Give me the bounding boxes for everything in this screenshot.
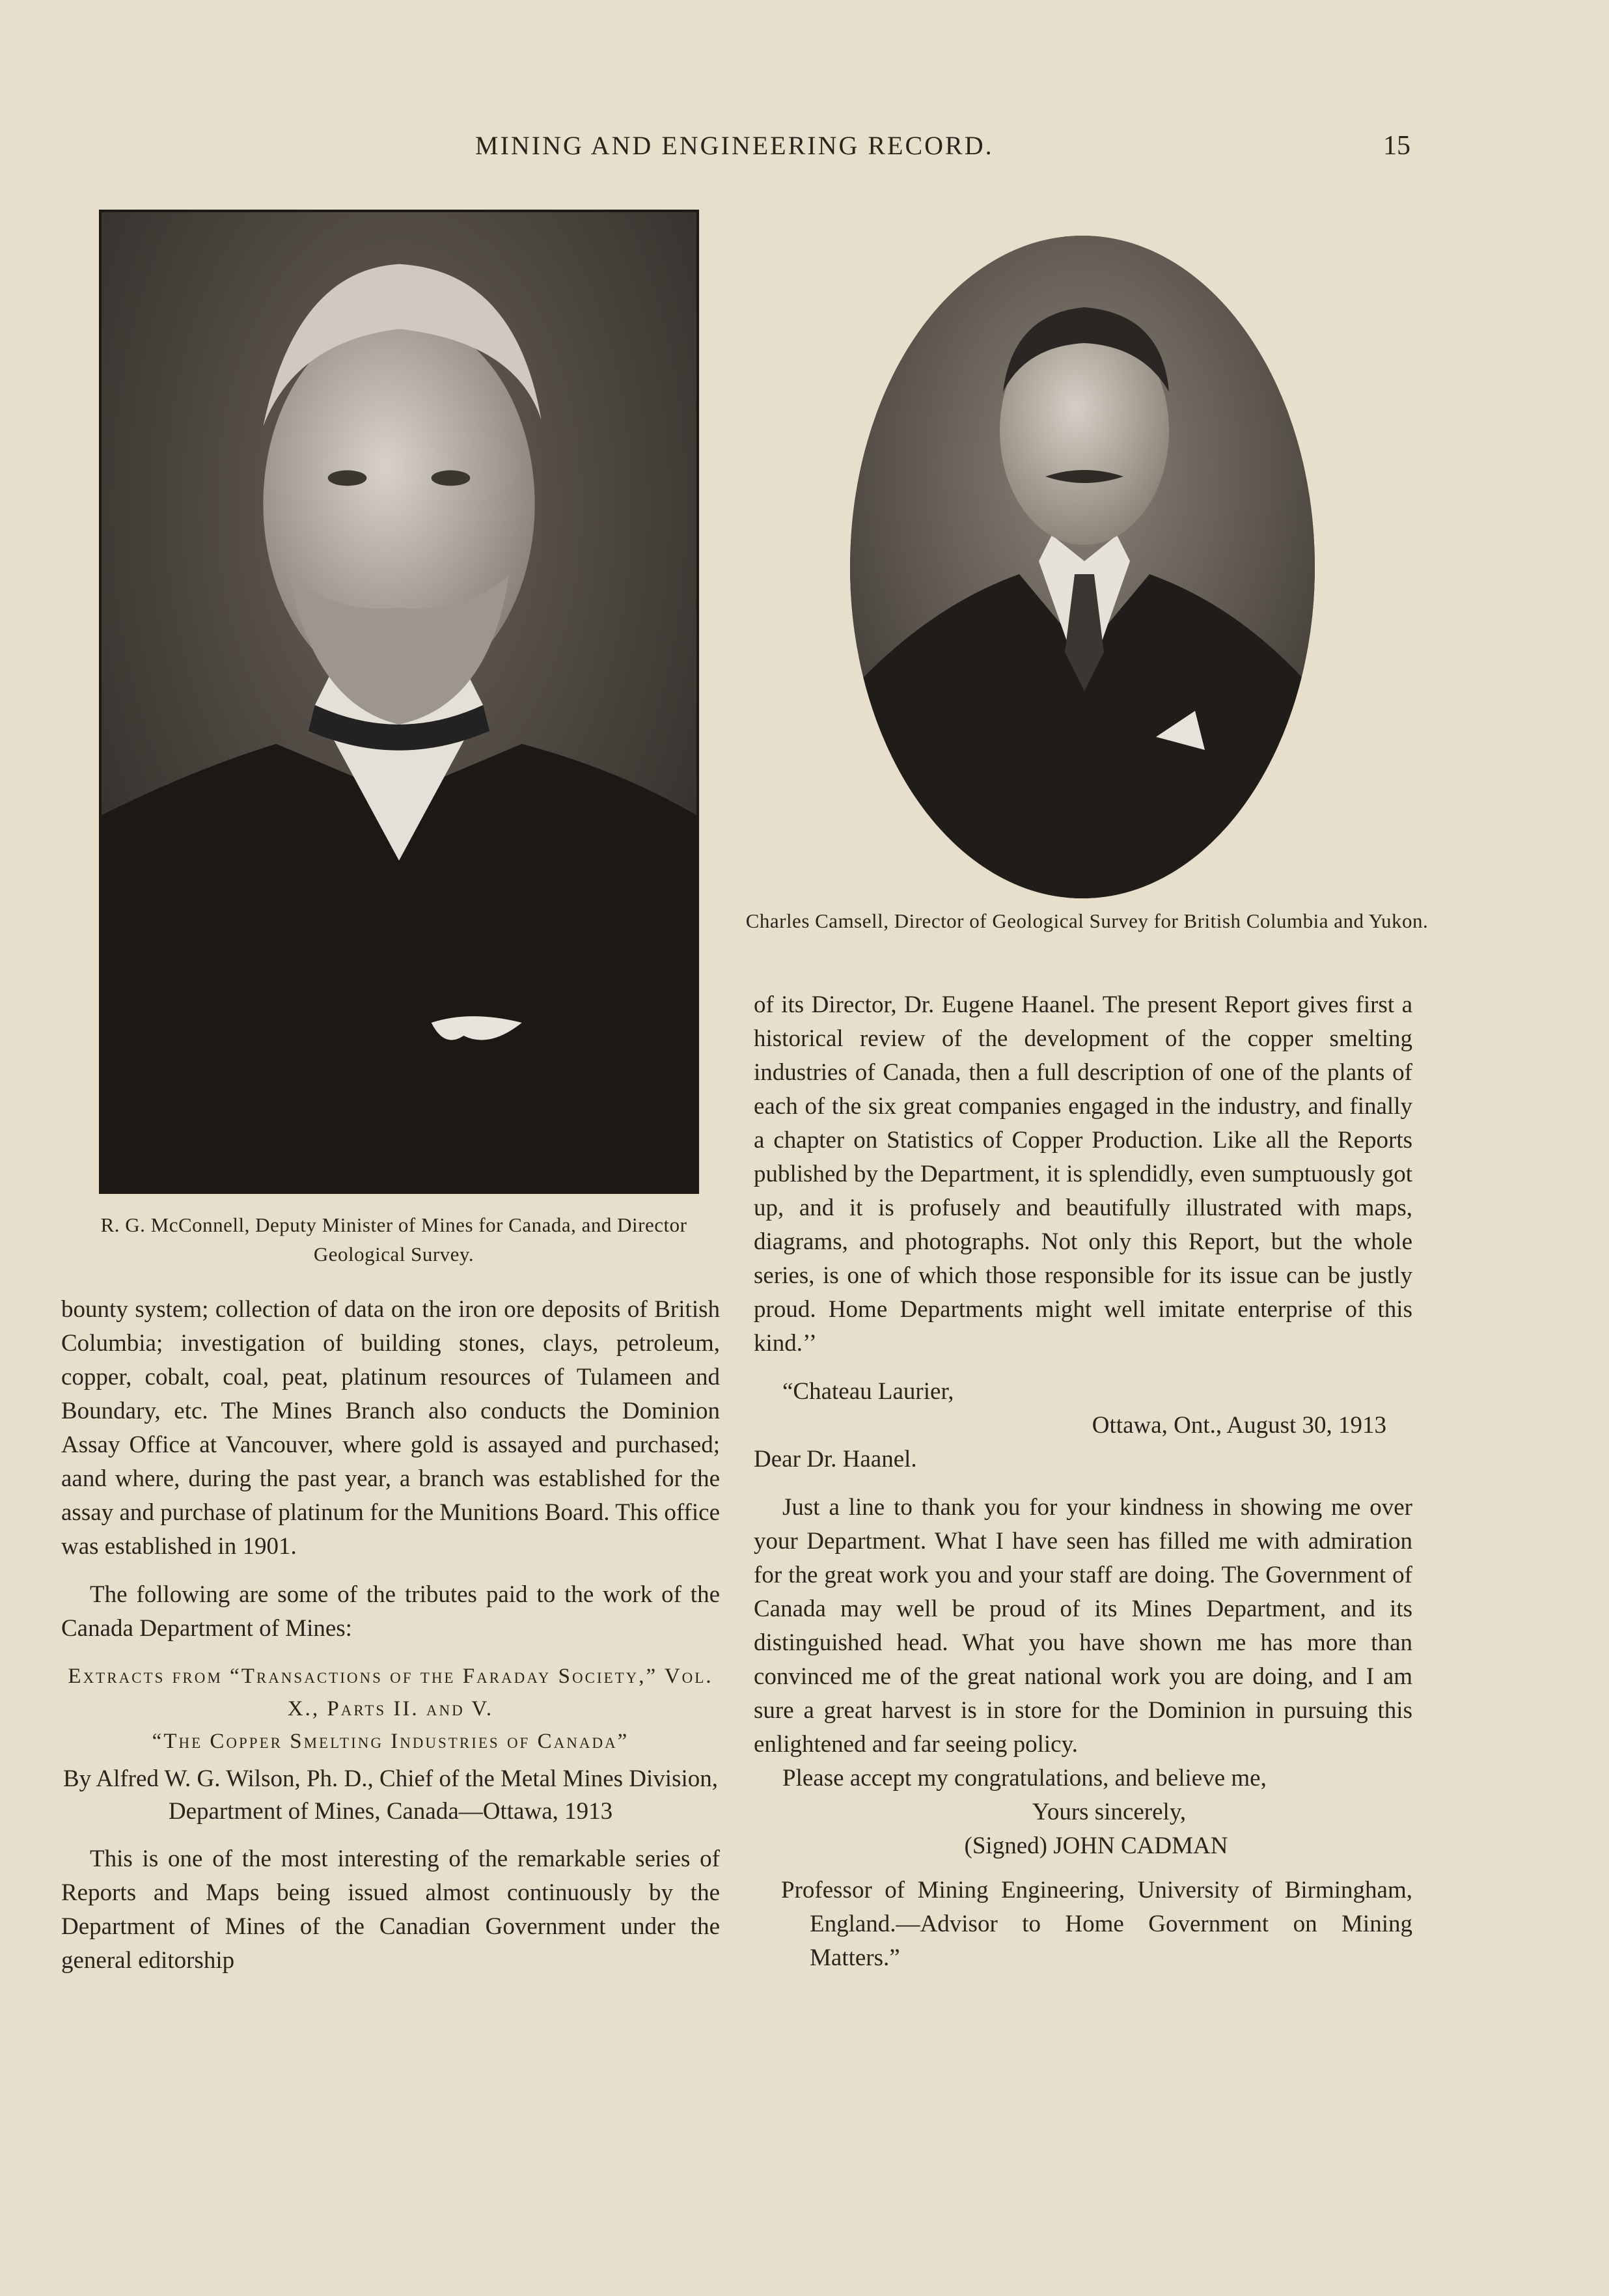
byline: By Alfred W. G. Wilson, Ph. D., Chief of the Metal Mines Division, Department of Mines, Canada—Ottawa, 1913 bbox=[62, 1765, 719, 1825]
left-column bbox=[61, 1293, 720, 1978]
portrait-illustration-right bbox=[850, 236, 1315, 898]
signer-affiliation: Professor of Mining Engineering, University of Birmingham, England.—Advisor to Home Government on Mining Matters.” bbox=[781, 1877, 1412, 1971]
paragraph: This is one of the most interesting of the remarkable series of Reports and Maps being issued almost continuously by the Department of Mines of the Canadian Government under the general editorship bbox=[61, 1846, 720, 1974]
paragraph: The following are some of the tributes paid to the work of the Canada Department of Mines: bbox=[61, 1581, 720, 1642]
letter-signature: (Signed) JOHN CADMAN bbox=[964, 1833, 1228, 1859]
letter-date: Ottawa, Ont., August 30, 1913 bbox=[1092, 1412, 1386, 1439]
portrait-photo-left bbox=[99, 210, 699, 1194]
letter-closing: Please accept my congratulations, and believe me, bbox=[782, 1765, 1267, 1791]
portrait-photo-right bbox=[850, 236, 1315, 898]
figure-caption-left: R. G. McConnell, Deputy Minister of Mines for Canada, and Director Geological Survey. bbox=[100, 1213, 687, 1266]
section-heading: Extracts from “Transactions of the Faraday Society,” Vol. X., Parts II. and V. bbox=[68, 1665, 713, 1721]
paragraph: bounty system; collection of data on the iron ore deposits of British Columbia; investigation of building stones, clays, petroleum, copper, cobalt, coal, peat, platinum resources of Tulameen and Boundary, etc. The Mines Branch also conducts the Dominion Assay Office at Vancouver, where gold is assayed and purchased; aand where, during the past year, a branch was established for the assay and purchase of platinum for the Munitions Board. This office was established in 1901. bbox=[61, 1296, 720, 1560]
portrait-illustration-left bbox=[102, 212, 696, 1191]
page-number: 15 bbox=[1383, 131, 1410, 161]
letter-body: Just a line to thank you for your kindness in showing me over your Department. What I have seen has filled me with admiration for the great work you and your staff are doing. The Government of Canada may well be proud of its Mines Department, and its distinguished head. What you have shown me has more than convinced me of the great national work you are doing, and I am sure a great harvest is in store for the Dominion in pursuing this enlightened and far seeing policy. bbox=[754, 1494, 1412, 1758]
article-title: “The Copper Smelting Industries of Canada” bbox=[152, 1730, 629, 1753]
right-column bbox=[754, 988, 1412, 1975]
letter-place: “Chateau Laurier, bbox=[782, 1378, 954, 1405]
running-title: MINING AND ENGINEERING RECORD. bbox=[475, 131, 994, 160]
letter-valediction: Yours sincerely, bbox=[1032, 1799, 1187, 1825]
figure-caption-right: Charles Camsell, Director of Geological Survey for British Columbia and Yukon. bbox=[745, 909, 1429, 932]
paragraph: of its Director, Dr. Eugene Haanel. The present Report gives first a historical review of the development of the copper smelting industries of Canada, then a full description of one of the plants of each of the six great companies engaged in the industry, and finally a chapter on Statistics of Copper Production. Like all the Reports published by the Department, it is splendidly, even sumptuously got up, and it is profusely and beautifully illustrated with maps, diagrams, and photographs. Not only this Report, but the whole series, is one of which those responsible for its issue can be justly proud. Home Departments might well imitate enterprise of this kind.’’ bbox=[754, 991, 1412, 1357]
letter-salutation: Dear Dr. Haanel. bbox=[754, 1446, 917, 1473]
page-header bbox=[0, 130, 1609, 176]
